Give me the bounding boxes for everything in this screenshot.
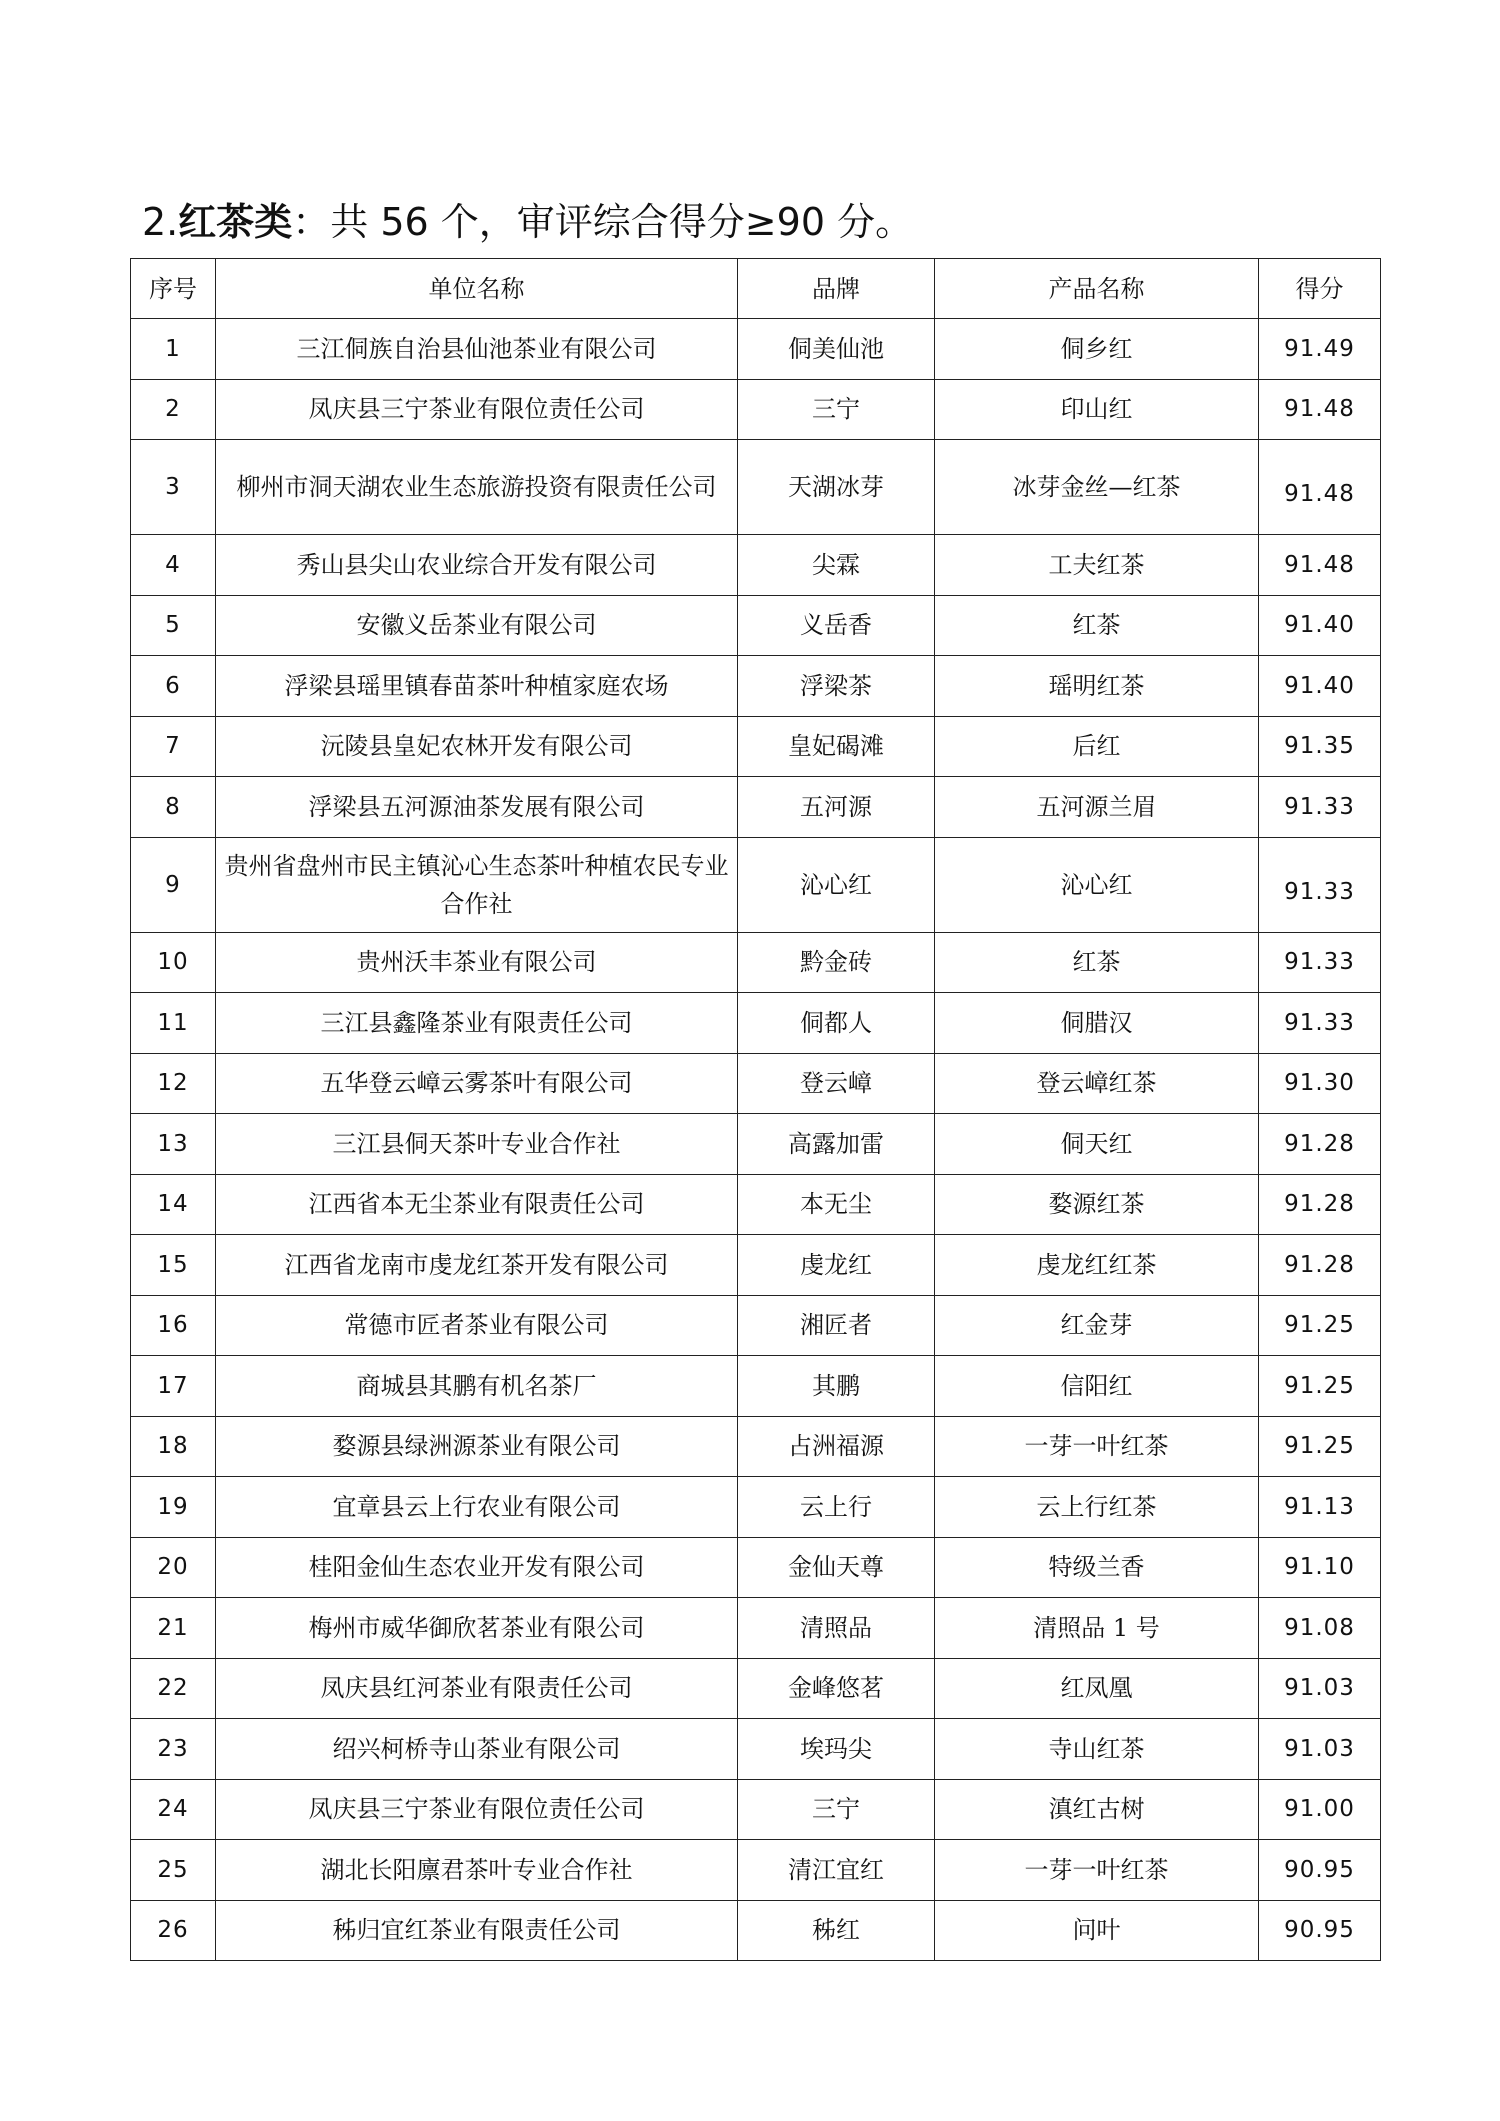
table-row bbox=[131, 1598, 1381, 1659]
serial-cell: 2 bbox=[131, 379, 216, 440]
unit-name-cell: 安徽义岳茶业有限公司 bbox=[216, 595, 738, 656]
serial-cell: 10 bbox=[131, 932, 216, 993]
brand-cell: 侗都人 bbox=[738, 993, 935, 1054]
product-name-cell: 侗天红 bbox=[935, 1114, 1259, 1175]
unit-name-cell: 绍兴柯桥寺山茶业有限公司 bbox=[216, 1719, 738, 1780]
unit-name-cell: 秀山县尖山农业综合开发有限公司 bbox=[216, 535, 738, 596]
unit-name-cell: 秭归宜红茶业有限责任公司 bbox=[216, 1900, 738, 1961]
score-cell: 91.13 bbox=[1259, 1477, 1381, 1538]
brand-cell: 金峰悠茗 bbox=[738, 1658, 935, 1719]
score-cell: 91.00 bbox=[1259, 1779, 1381, 1840]
score-cell: 91.28 bbox=[1259, 1235, 1381, 1296]
unit-name-cell: 常德市匠者茶业有限公司 bbox=[216, 1295, 738, 1356]
serial-cell: 13 bbox=[131, 1114, 216, 1175]
serial-cell: 14 bbox=[131, 1174, 216, 1235]
unit-name-cell: 桂阳金仙生态农业开发有限公司 bbox=[216, 1537, 738, 1598]
unit-name-cell: 凤庆县三宁茶业有限位责任公司 bbox=[216, 1779, 738, 1840]
serial-cell: 25 bbox=[131, 1840, 216, 1901]
product-name-cell: 问叶 bbox=[935, 1900, 1259, 1961]
score-cell: 91.48 bbox=[1259, 440, 1381, 535]
table-row bbox=[131, 1295, 1381, 1356]
brand-cell: 金仙天尊 bbox=[738, 1537, 935, 1598]
table-row bbox=[131, 1900, 1381, 1961]
brand-cell: 皇妃碣滩 bbox=[738, 716, 935, 777]
score-cell: 91.33 bbox=[1259, 993, 1381, 1054]
brand-cell: 其鹏 bbox=[738, 1356, 935, 1417]
product-name-cell: 瑶明红茶 bbox=[935, 656, 1259, 717]
table-row bbox=[131, 1477, 1381, 1538]
table-row bbox=[131, 777, 1381, 838]
product-name-cell: 红茶 bbox=[935, 932, 1259, 993]
brand-cell: 沁心红 bbox=[738, 837, 935, 932]
score-cell: 91.40 bbox=[1259, 595, 1381, 656]
table-row bbox=[131, 656, 1381, 717]
score-cell: 91.35 bbox=[1259, 716, 1381, 777]
heading-detail: 共 56 个，审评综合得分≥90 分。 bbox=[330, 200, 914, 244]
product-name-cell: 云上行红茶 bbox=[935, 1477, 1259, 1538]
serial-cell: 24 bbox=[131, 1779, 216, 1840]
product-name-cell: 一芽一叶红茶 bbox=[935, 1840, 1259, 1901]
product-name-cell: 滇红古树 bbox=[935, 1779, 1259, 1840]
table-row bbox=[131, 1658, 1381, 1719]
serial-cell: 11 bbox=[131, 993, 216, 1054]
brand-cell: 义岳香 bbox=[738, 595, 935, 656]
score-cell: 91.28 bbox=[1259, 1114, 1381, 1175]
unit-name-cell: 三江县鑫隆茶业有限责任公司 bbox=[216, 993, 738, 1054]
serial-cell: 26 bbox=[131, 1900, 216, 1961]
product-name-cell: 侗乡红 bbox=[935, 319, 1259, 380]
unit-name-cell: 五华登云嶂云雾茶叶有限公司 bbox=[216, 1053, 738, 1114]
unit-name-cell: 柳州市洞天湖农业生态旅游投资有限责任公司 bbox=[216, 440, 738, 535]
product-name-cell: 特级兰香 bbox=[935, 1537, 1259, 1598]
score-cell: 90.95 bbox=[1259, 1900, 1381, 1961]
table-row bbox=[131, 535, 1381, 596]
table-row bbox=[131, 1114, 1381, 1175]
heading-category: 红茶类 bbox=[178, 200, 293, 244]
score-cell: 91.33 bbox=[1259, 777, 1381, 838]
unit-name-cell: 商城县其鹏有机名茶厂 bbox=[216, 1356, 738, 1417]
table-header-row bbox=[131, 259, 1381, 319]
serial-cell: 19 bbox=[131, 1477, 216, 1538]
product-name-cell: 五河源兰眉 bbox=[935, 777, 1259, 838]
score-cell: 91.25 bbox=[1259, 1295, 1381, 1356]
table-row bbox=[131, 1235, 1381, 1296]
score-cell: 91.25 bbox=[1259, 1416, 1381, 1477]
score-cell: 91.48 bbox=[1259, 535, 1381, 596]
brand-cell: 天湖冰芽 bbox=[738, 440, 935, 535]
brand-cell: 湘匠者 bbox=[738, 1295, 935, 1356]
table-row bbox=[131, 319, 1381, 380]
brand-cell: 本无尘 bbox=[738, 1174, 935, 1235]
brand-cell: 侗美仙池 bbox=[738, 319, 935, 380]
serial-cell: 1 bbox=[131, 319, 216, 380]
product-name-cell: 印山红 bbox=[935, 379, 1259, 440]
unit-name-cell: 宜章县云上行农业有限公司 bbox=[216, 1477, 738, 1538]
product-name-cell: 清照品 1 号 bbox=[935, 1598, 1259, 1659]
score-cell: 91.40 bbox=[1259, 656, 1381, 717]
table-body bbox=[131, 319, 1381, 1961]
unit-name-cell: 凤庆县三宁茶业有限位责任公司 bbox=[216, 379, 738, 440]
table-row bbox=[131, 1779, 1381, 1840]
results-table bbox=[130, 258, 1381, 1961]
heading-colon: ： bbox=[292, 200, 331, 244]
serial-cell: 6 bbox=[131, 656, 216, 717]
header-serial: 序号 bbox=[131, 259, 216, 319]
section-heading bbox=[142, 196, 913, 248]
brand-cell: 黔金砖 bbox=[738, 932, 935, 993]
serial-cell: 7 bbox=[131, 716, 216, 777]
table-row bbox=[131, 993, 1381, 1054]
unit-name-cell: 湖北长阳廪君茶叶专业合作社 bbox=[216, 1840, 738, 1901]
product-name-cell: 侗腊汉 bbox=[935, 993, 1259, 1054]
brand-cell: 三宁 bbox=[738, 379, 935, 440]
serial-cell: 8 bbox=[131, 777, 216, 838]
unit-name-cell: 三江县侗天茶叶专业合作社 bbox=[216, 1114, 738, 1175]
unit-name-cell: 贵州沃丰茶业有限公司 bbox=[216, 932, 738, 993]
table-row bbox=[131, 1537, 1381, 1598]
table-row bbox=[131, 1719, 1381, 1780]
serial-cell: 3 bbox=[131, 440, 216, 535]
table-row bbox=[131, 440, 1381, 535]
brand-cell: 占洲福源 bbox=[738, 1416, 935, 1477]
header-product-name: 产品名称 bbox=[935, 259, 1259, 319]
score-cell: 91.33 bbox=[1259, 837, 1381, 932]
product-name-cell: 一芽一叶红茶 bbox=[935, 1416, 1259, 1477]
table-row bbox=[131, 1053, 1381, 1114]
product-name-cell: 虔龙红红茶 bbox=[935, 1235, 1259, 1296]
brand-cell: 埃玛尖 bbox=[738, 1719, 935, 1780]
brand-cell: 三宁 bbox=[738, 1779, 935, 1840]
unit-name-cell: 三江侗族自治县仙池茶业有限公司 bbox=[216, 319, 738, 380]
brand-cell: 秭红 bbox=[738, 1900, 935, 1961]
unit-name-cell: 江西省本无尘茶业有限责任公司 bbox=[216, 1174, 738, 1235]
unit-name-cell: 浮梁县瑶里镇春苗茶叶种植家庭农场 bbox=[216, 656, 738, 717]
serial-cell: 18 bbox=[131, 1416, 216, 1477]
score-cell: 91.25 bbox=[1259, 1356, 1381, 1417]
unit-name-cell: 江西省龙南市虔龙红茶开发有限公司 bbox=[216, 1235, 738, 1296]
brand-cell: 虔龙红 bbox=[738, 1235, 935, 1296]
header-score: 得分 bbox=[1259, 259, 1381, 319]
score-cell: 91.30 bbox=[1259, 1053, 1381, 1114]
serial-cell: 12 bbox=[131, 1053, 216, 1114]
table-row bbox=[131, 595, 1381, 656]
table-row bbox=[131, 1174, 1381, 1235]
unit-name-cell: 贵州省盘州市民主镇沁心生态茶叶种植农民专业合作社 bbox=[216, 837, 738, 932]
score-cell: 91.33 bbox=[1259, 932, 1381, 993]
serial-cell: 20 bbox=[131, 1537, 216, 1598]
table-row bbox=[131, 1416, 1381, 1477]
serial-cell: 9 bbox=[131, 837, 216, 932]
serial-cell: 17 bbox=[131, 1356, 216, 1417]
brand-cell: 清照品 bbox=[738, 1598, 935, 1659]
serial-cell: 15 bbox=[131, 1235, 216, 1296]
score-cell: 91.28 bbox=[1259, 1174, 1381, 1235]
table-row bbox=[131, 1356, 1381, 1417]
product-name-cell: 沁心红 bbox=[935, 837, 1259, 932]
table-row bbox=[131, 932, 1381, 993]
unit-name-cell: 沅陵县皇妃农林开发有限公司 bbox=[216, 716, 738, 777]
score-cell: 91.03 bbox=[1259, 1719, 1381, 1780]
brand-cell: 高露加雷 bbox=[738, 1114, 935, 1175]
header-brand: 品牌 bbox=[738, 259, 935, 319]
unit-name-cell: 凤庆县红河茶业有限责任公司 bbox=[216, 1658, 738, 1719]
brand-cell: 浮梁茶 bbox=[738, 656, 935, 717]
brand-cell: 尖霖 bbox=[738, 535, 935, 596]
serial-cell: 5 bbox=[131, 595, 216, 656]
score-cell: 91.08 bbox=[1259, 1598, 1381, 1659]
serial-cell: 4 bbox=[131, 535, 216, 596]
serial-cell: 21 bbox=[131, 1598, 216, 1659]
table-row bbox=[131, 716, 1381, 777]
product-name-cell: 红金芽 bbox=[935, 1295, 1259, 1356]
score-cell: 90.95 bbox=[1259, 1840, 1381, 1901]
serial-cell: 16 bbox=[131, 1295, 216, 1356]
heading-number: 2. bbox=[142, 200, 179, 244]
unit-name-cell: 婺源县绿洲源茶业有限公司 bbox=[216, 1416, 738, 1477]
score-cell: 91.03 bbox=[1259, 1658, 1381, 1719]
score-cell: 91.10 bbox=[1259, 1537, 1381, 1598]
product-name-cell: 寺山红茶 bbox=[935, 1719, 1259, 1780]
table-row bbox=[131, 837, 1381, 932]
brand-cell: 云上行 bbox=[738, 1477, 935, 1538]
serial-cell: 23 bbox=[131, 1719, 216, 1780]
serial-cell: 22 bbox=[131, 1658, 216, 1719]
table-row bbox=[131, 1840, 1381, 1901]
product-name-cell: 后红 bbox=[935, 716, 1259, 777]
product-name-cell: 婺源红茶 bbox=[935, 1174, 1259, 1235]
table-row bbox=[131, 379, 1381, 440]
product-name-cell: 登云嶂红茶 bbox=[935, 1053, 1259, 1114]
unit-name-cell: 浮梁县五河源油茶发展有限公司 bbox=[216, 777, 738, 838]
product-name-cell: 工夫红茶 bbox=[935, 535, 1259, 596]
product-name-cell: 红凤凰 bbox=[935, 1658, 1259, 1719]
brand-cell: 清江宜红 bbox=[738, 1840, 935, 1901]
brand-cell: 五河源 bbox=[738, 777, 935, 838]
product-name-cell: 信阳红 bbox=[935, 1356, 1259, 1417]
product-name-cell: 冰芽金丝—红茶 bbox=[935, 440, 1259, 535]
header-unit-name: 单位名称 bbox=[216, 259, 738, 319]
product-name-cell: 红茶 bbox=[935, 595, 1259, 656]
brand-cell: 登云嶂 bbox=[738, 1053, 935, 1114]
score-cell: 91.48 bbox=[1259, 379, 1381, 440]
unit-name-cell: 梅州市威华御欣茗茶业有限公司 bbox=[216, 1598, 738, 1659]
score-cell: 91.49 bbox=[1259, 319, 1381, 380]
